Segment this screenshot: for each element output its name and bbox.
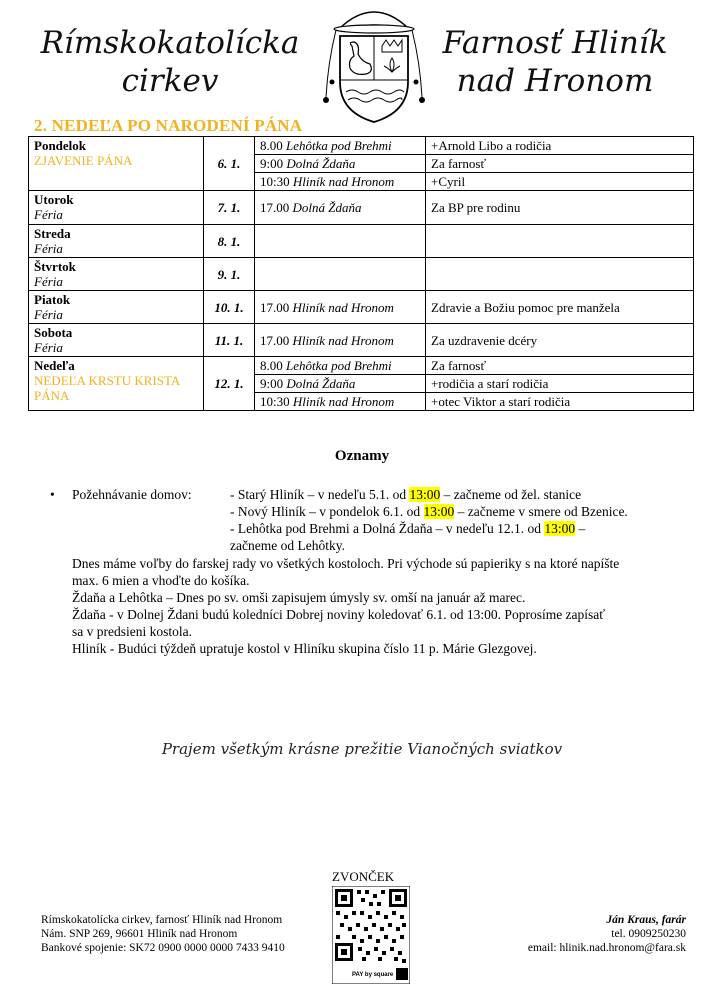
intent-cell: Za uzdravenie dcéry <box>426 324 694 357</box>
mass-cell <box>255 191 426 225</box>
date-cell: 12. 1. <box>204 357 255 411</box>
parish-header-right <box>410 24 700 100</box>
date-cell: 6. 1. <box>204 137 255 191</box>
table-row <box>29 258 694 291</box>
mass-time: 9:00 <box>260 376 284 391</box>
mass-time: 10:30 <box>260 174 290 189</box>
paragraph-line: Ždaňa - v Dolnej Ždani budú koledníci Dobrej noviny koledovať 6.1. od 13:00. Poprosíme zapísať <box>72 607 606 622</box>
mass-cell <box>255 173 426 191</box>
mass-place: Hliník nad Hronom <box>292 394 395 409</box>
mass-time: 10:30 <box>260 394 290 409</box>
blessing-line <box>230 503 628 520</box>
header-right-line2: nad Hronom <box>456 63 654 99</box>
blessing-line <box>230 520 585 537</box>
mass-time: 17.00 <box>260 299 290 315</box>
day-name: Utorok <box>34 192 74 207</box>
mass-time: 8.00 <box>260 138 283 153</box>
paragraph-line: max. 6 mien a vhoďte do košíka. <box>72 573 250 588</box>
intent-cell: Za farnosť <box>426 155 694 173</box>
footer-contact <box>528 913 686 955</box>
table-row <box>29 291 694 324</box>
intent-cell: Zdravie a Božiu pomoc pre manžela <box>426 291 694 324</box>
paragraph-line: Dnes máme voľby do farskej rady vo všetkých kostoloch. Pri východe sú papieriky s na ktoré napíšte <box>72 556 620 571</box>
mass-place: Hliník nad Hronom <box>292 332 394 348</box>
day-subtitle: Féria <box>34 274 63 289</box>
day-name: Streda <box>34 226 71 241</box>
highlighted-time: 13:00 <box>409 487 441 502</box>
mass-cell <box>255 258 426 291</box>
table-row <box>29 137 694 155</box>
week-title: 2. NEDEĽA PO NARODENÍ PÁNA <box>34 116 303 135</box>
day-subtitle: Féria <box>34 307 63 322</box>
day-cell <box>29 191 204 225</box>
mass-cell <box>255 155 426 173</box>
footer-line: Nám. SNP 269, 96601 Hliník nad Hronom <box>41 928 238 940</box>
contact-phone: tel. 0909250230 <box>611 928 686 940</box>
day-subtitle: Féria <box>34 207 63 222</box>
mass-time: 17.00 <box>260 332 290 348</box>
day-cell <box>29 225 204 258</box>
date-cell: 7. 1. <box>204 191 255 225</box>
blessing-text: - Lehôtka pod Brehmi a Dolná Ždaňa – v nedeľu 12.1. od <box>230 521 545 536</box>
intent-cell: +Arnold Libo a rodičia <box>426 137 694 155</box>
table-row <box>29 225 694 258</box>
mass-place: Lehôtka pod Brehmi <box>286 358 392 373</box>
parish-header-left <box>30 24 310 100</box>
blessing-label: Požehnávanie domov: <box>72 487 192 502</box>
footer-line: Rímskokatolícka cirkev, farnosť Hliník nad Hronom <box>41 914 283 926</box>
mass-place: Dolná Ždaňa <box>286 376 356 391</box>
mass-time: 8.00 <box>260 358 283 373</box>
day-name: Štvrtok <box>34 259 76 274</box>
paragraph-line: Hliník - Budúci týždeň upratuje kostol v Hliníku skupina číslo 11 p. Márie Glezgovej. <box>72 641 537 656</box>
intent-cell: Za BP pre rodinu <box>426 191 694 225</box>
paragraph-line: Ždaňa a Lehôtka – Dnes po sv. omši zapisujem úmysly sv. omší na január až marec. <box>72 590 526 605</box>
announcements-title: Oznamy <box>334 448 390 464</box>
mass-place: Dolná Ždaňa <box>292 200 362 215</box>
intent-cell: +otec Viktor a starí rodičia <box>426 393 694 411</box>
header-left-line2: cirkev <box>121 63 219 99</box>
mass-cell <box>255 291 426 324</box>
mass-cell <box>255 375 426 393</box>
blessing-line <box>230 537 345 554</box>
day-subtitle: Féria <box>34 241 63 256</box>
table-row <box>29 324 694 357</box>
mass-schedule-table <box>28 136 694 411</box>
mass-place: Dolná Ždaňa <box>286 156 356 171</box>
day-cell <box>29 137 204 191</box>
qr-label: ZVONČEK <box>332 869 395 884</box>
day-name: Pondelok <box>34 138 87 153</box>
date-cell: 11. 1. <box>204 324 255 357</box>
intent-cell <box>426 258 694 291</box>
mass-cell <box>255 137 426 155</box>
intent-cell: +rodičia a starí rodičia <box>426 375 694 393</box>
day-cell <box>29 291 204 324</box>
highlighted-time: 13:00 <box>423 504 455 519</box>
blessing-text: – začneme od žel. stanice <box>440 487 582 502</box>
mass-place: Hliník nad Hronom <box>292 299 394 315</box>
date-cell: 10. 1. <box>204 291 255 324</box>
qr-code-icon <box>332 886 410 984</box>
intent-cell: Za farnosť <box>426 357 694 375</box>
qr-caption: PAY by square <box>352 972 394 978</box>
mass-cell <box>255 393 426 411</box>
blessing-text: – začneme v smere od Bzenice. <box>454 504 628 519</box>
day-name: Sobota <box>34 325 73 340</box>
blessing-text: - Starý Hliník – v nedeľu 5.1. od <box>230 487 410 502</box>
blessing-text: - Nový Hliník – v pondelok 6.1. od <box>230 504 424 519</box>
day-cell <box>29 357 204 411</box>
feast-name: ZJAVENIE PÁNA <box>34 153 133 168</box>
mass-cell <box>255 225 426 258</box>
mass-place: Lehôtka pod Brehmi <box>286 138 392 153</box>
highlighted-time: 13:00 <box>544 521 576 536</box>
day-cell <box>29 258 204 291</box>
priest-name: Ján Kraus, farár <box>606 914 686 926</box>
intent-cell <box>426 225 694 258</box>
table-row <box>29 191 694 225</box>
announcement-paragraph <box>72 555 619 657</box>
header-right-line1: Farnosť Hliník <box>442 25 668 61</box>
mass-cell <box>255 357 426 375</box>
day-name: Piatok <box>34 292 71 307</box>
footer-address <box>41 913 285 955</box>
mass-place: Hliník nad Hronom <box>292 174 395 189</box>
mass-time: 9:00 <box>260 156 284 171</box>
footer-line: Bankové spojenie: SK72 0900 0000 0000 7433 9410 <box>41 942 285 954</box>
blessing-line <box>230 486 581 503</box>
day-name: Nedeľa <box>34 358 75 373</box>
day-cell <box>29 324 204 357</box>
closing-greeting: Prajem všetkým krásne prežitie Vianočných sviatkov <box>161 740 563 758</box>
feast-name: NEDEĽA KRSTU KRISTA PÁNA <box>34 373 180 403</box>
blessing-text: začneme od Lehôtky. <box>230 538 345 553</box>
bullet-icon: • <box>50 487 55 502</box>
day-subtitle: Féria <box>34 340 63 355</box>
intent-cell: +Cyril <box>426 173 694 191</box>
table-row <box>29 357 694 375</box>
date-cell: 8. 1. <box>204 225 255 258</box>
contact-email: email: hlinik.nad.hronom@fara.sk <box>527 942 686 954</box>
mass-cell <box>255 324 426 357</box>
mass-time: 17.00 <box>260 200 290 215</box>
paragraph-line: sa v predsieni kostola. <box>72 624 192 639</box>
blessing-text: – <box>575 521 586 536</box>
date-cell: 9. 1. <box>204 258 255 291</box>
header-left-line1: Rímskokatolícka <box>40 25 300 61</box>
